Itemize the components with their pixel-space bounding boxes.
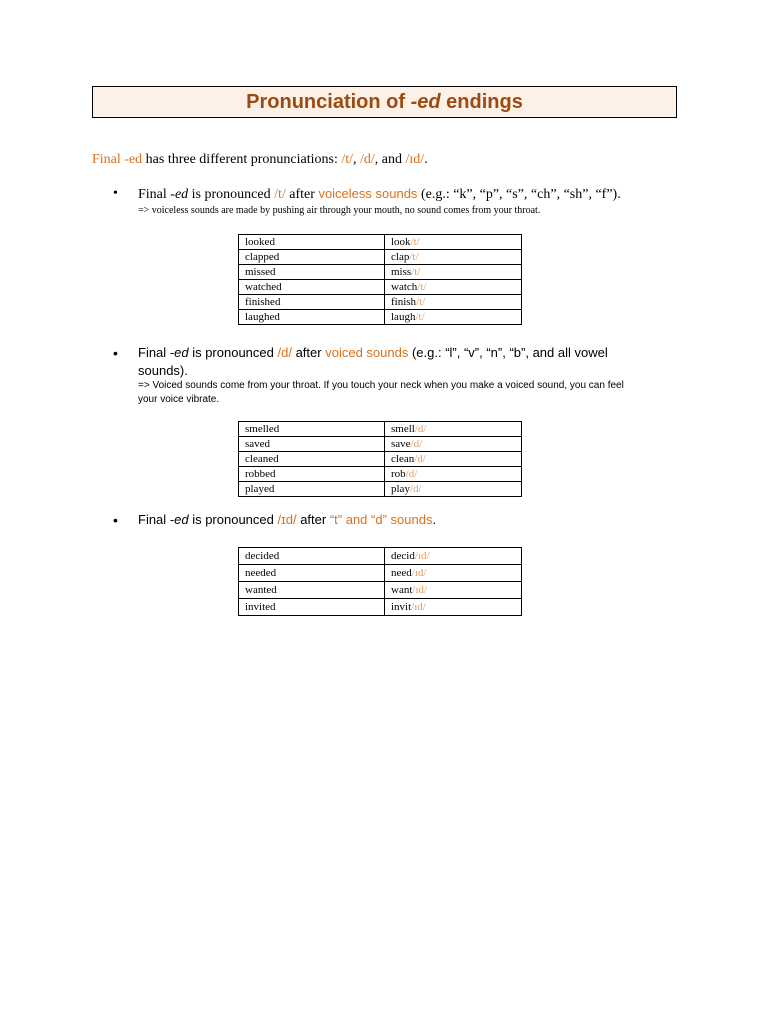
base-word: need: [391, 567, 412, 579]
table-row: [239, 280, 522, 295]
ending-sound: /d/: [414, 423, 427, 435]
base-word: smell: [391, 423, 415, 435]
pronunciation-cell: [385, 265, 522, 280]
note-voiced-line1: => Voiced sounds come from your throat. If you touch your neck when you make a voiced sound, you can feel: [138, 380, 624, 391]
bullet-dot: •: [113, 345, 118, 361]
bullet-d-text: [138, 345, 608, 360]
t-em: -ed: [170, 187, 189, 202]
d-category: voiced sounds: [325, 345, 409, 360]
base-word: laugh: [391, 311, 416, 323]
past-tense-word: robbed: [239, 467, 385, 482]
table-row: [239, 295, 522, 310]
pronunciation-cell: [385, 295, 522, 310]
ending-sound: /d/: [410, 438, 423, 450]
intro-end: .: [424, 152, 428, 167]
ending-sound: /ɪd/: [412, 584, 428, 596]
intro-text: has three different pronunciations:: [142, 152, 342, 167]
pronunciation-cell: [385, 565, 522, 582]
d-mid: is pronounced: [188, 345, 278, 360]
pronunciation-cell: [385, 452, 522, 467]
past-tense-word: smelled: [239, 422, 385, 437]
pronunciation-cell: [385, 599, 522, 616]
table-row: [239, 599, 522, 616]
base-word: clean: [391, 453, 415, 465]
pronunciation-cell: [385, 310, 522, 325]
ending-sound: /ɪd/: [411, 601, 426, 613]
intro-paragraph: [92, 152, 428, 168]
pronunciation-cell: [385, 437, 522, 452]
bullet-dot: •: [113, 512, 118, 528]
past-tense-word: clapped: [239, 250, 385, 265]
ending-sound: /t/: [415, 311, 425, 323]
ending-sound: /t/: [416, 296, 426, 308]
t-pre: Final: [138, 187, 171, 202]
d-em: -ed: [169, 345, 189, 360]
bullet-id-text: [138, 512, 436, 527]
intro-t-sound: /t/: [341, 152, 354, 167]
past-tense-word: cleaned: [239, 452, 385, 467]
past-tense-word: played: [239, 482, 385, 497]
t-category: voiceless sounds: [318, 186, 418, 201]
intro-id-sound: /ɪd/: [405, 152, 425, 167]
id-mid: is pronounced: [188, 512, 278, 527]
ending-sound: /t/: [409, 251, 419, 263]
base-word: play: [391, 483, 410, 495]
d-sound: /d/: [277, 345, 292, 360]
ending-sound: /t/: [417, 281, 427, 293]
note-voiced-line2: your voice vibrate.: [138, 394, 220, 405]
table-row: [239, 265, 522, 280]
base-word: rob: [391, 468, 406, 480]
past-tense-word: decided: [239, 548, 385, 565]
table-id-words: [238, 547, 522, 616]
intro-sep2: , and: [374, 152, 406, 167]
pronunciation-cell: [385, 250, 522, 265]
pronunciation-cell: [385, 280, 522, 295]
title-emphasis: -ed: [410, 90, 441, 113]
past-tense-word: wanted: [239, 582, 385, 599]
table-row: [239, 422, 522, 437]
table-row: [239, 565, 522, 582]
past-tense-word: missed: [239, 265, 385, 280]
id-sound: /ɪd/: [277, 512, 297, 527]
table-row: [239, 437, 522, 452]
ending-sound: /t/: [410, 236, 420, 248]
id-em: -ed: [169, 512, 189, 527]
d-pre: Final: [138, 345, 170, 360]
past-tense-word: watched: [239, 280, 385, 295]
page-title: [246, 91, 523, 114]
past-tense-word: laughed: [239, 310, 385, 325]
d-examples: (e.g.: “l”, “v”, “n”, “b”, and all vowel: [408, 345, 608, 360]
ending-sound: /ɪd/: [414, 550, 430, 562]
base-word: want: [391, 584, 413, 596]
note-voiceless: => voiceless sounds are made by pushing air through your mouth, no sound comes from your throat.: [138, 205, 541, 216]
t-sound: /t/: [274, 187, 286, 202]
t-mid: is pronounced: [188, 187, 275, 202]
pronunciation-cell: [385, 482, 522, 497]
base-word: watch: [391, 281, 418, 293]
base-word: miss: [391, 266, 412, 278]
table-row: [239, 452, 522, 467]
table-t-words: [238, 234, 522, 325]
table-d-words: [238, 421, 522, 497]
intro-sep1: ,: [353, 152, 361, 167]
page-title-box: [92, 86, 677, 118]
table-row: [239, 482, 522, 497]
t-examples: (e.g.: “k”, “p”, “s”, “ch”, “sh”, “f”).: [417, 187, 621, 202]
t-after: after: [285, 187, 319, 202]
pronunciation-cell: [385, 422, 522, 437]
pronunciation-cell: [385, 235, 522, 250]
intro-d-sound: /d/: [360, 152, 375, 167]
title-prefix: Pronunciation of: [246, 90, 411, 113]
base-word: finish: [391, 296, 417, 308]
ending-sound: /d/: [414, 453, 426, 465]
table-row: [239, 467, 522, 482]
d-examples-cont: sounds).: [138, 363, 188, 378]
title-suffix: endings: [440, 90, 523, 113]
pronunciation-cell: [385, 467, 522, 482]
table-row: [239, 310, 522, 325]
ending-sound: /d/: [409, 483, 422, 495]
bullet-dot: •: [113, 186, 118, 201]
table-row: [239, 235, 522, 250]
id-end: .: [432, 512, 437, 527]
base-word: invit: [391, 601, 412, 613]
past-tense-word: looked: [239, 235, 385, 250]
id-pre: Final: [138, 512, 170, 527]
base-word: save: [391, 438, 411, 450]
pronunciation-cell: [385, 582, 522, 599]
id-after: after: [296, 512, 330, 527]
base-word: clap: [391, 251, 410, 263]
table-row: [239, 582, 522, 599]
bullet-t-text: [138, 186, 621, 203]
base-word: decid: [391, 550, 415, 562]
table-row: [239, 548, 522, 565]
ending-sound: /t/: [411, 266, 421, 278]
ending-sound: /ɪd/: [411, 567, 427, 579]
ending-sound: /d/: [405, 468, 418, 480]
past-tense-word: finished: [239, 295, 385, 310]
past-tense-word: invited: [239, 599, 385, 616]
past-tense-word: needed: [239, 565, 385, 582]
intro-lead: Final -ed: [92, 152, 143, 167]
table-row: [239, 250, 522, 265]
pronunciation-cell: [385, 548, 522, 565]
d-after: after: [291, 345, 326, 360]
id-category: “t” and “d” sounds: [329, 512, 433, 527]
past-tense-word: saved: [239, 437, 385, 452]
base-word: look: [391, 236, 411, 248]
